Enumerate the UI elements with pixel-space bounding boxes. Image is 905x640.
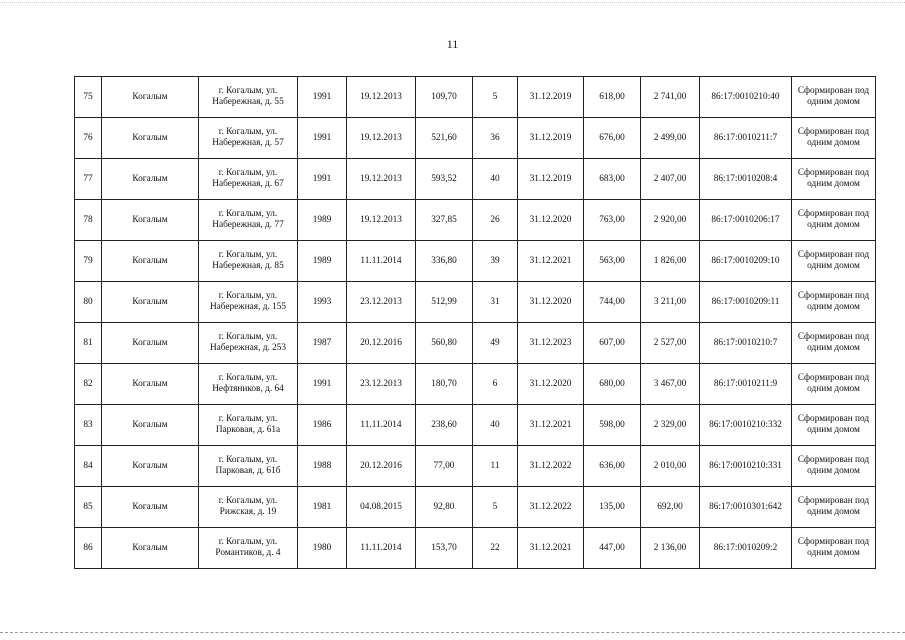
area-cell: 238,60 <box>416 405 473 446</box>
value-2-cell: 2 329,00 <box>641 405 700 446</box>
value-2-cell: 2 527,00 <box>641 323 700 364</box>
area-cell: 560,80 <box>416 323 473 364</box>
municipality-cell: Когалым <box>102 364 199 405</box>
address-line-1: г. Когалым, ул. <box>218 127 278 137</box>
value-1-cell: 135,00 <box>584 487 641 528</box>
build-year-cell: 1993 <box>298 282 347 323</box>
address-cell <box>199 77 298 118</box>
row-number-cell: 83 <box>75 405 102 446</box>
registration-date-cell: 19.12.2013 <box>347 118 416 159</box>
residents-count-cell: 40 <box>473 159 518 200</box>
deadline-date-cell: 31.12.2019 <box>518 118 584 159</box>
table-row <box>75 159 876 200</box>
deadline-date-cell: 31.12.2022 <box>518 446 584 487</box>
residents-count-cell: 6 <box>473 364 518 405</box>
land-status-cell: Сформирован под одним домом <box>792 118 876 159</box>
land-status-cell: Сформирован под одним домом <box>792 364 876 405</box>
deadline-date-cell: 31.12.2019 <box>518 77 584 118</box>
table-row <box>75 241 876 282</box>
address-line-2: Парковая, д. 61б <box>215 466 281 476</box>
land-status-cell: Сформирован под одним домом <box>792 159 876 200</box>
address-line-2: Набережная, д. 55 <box>212 97 284 107</box>
residents-count-cell: 5 <box>473 487 518 528</box>
municipality-cell: Когалым <box>102 487 199 528</box>
value-2-cell: 2 741,00 <box>641 77 700 118</box>
row-number-cell: 85 <box>75 487 102 528</box>
build-year-cell: 1988 <box>298 446 347 487</box>
value-2-cell: 2 407,00 <box>641 159 700 200</box>
row-number-cell: 80 <box>75 282 102 323</box>
value-2-cell: 1 826,00 <box>641 241 700 282</box>
address-line-2: Набережная, д. 253 <box>209 343 287 353</box>
address-line-1: г. Когалым, ул. <box>218 250 278 260</box>
table-row <box>75 282 876 323</box>
table-row <box>75 200 876 241</box>
area-cell: 512,99 <box>416 282 473 323</box>
area-cell: 153,70 <box>416 528 473 569</box>
address-line-1: г. Когалым, ул. <box>218 373 278 383</box>
municipality-cell: Когалым <box>102 528 199 569</box>
build-year-cell: 1991 <box>298 159 347 200</box>
address-line-1: г. Когалым, ул. <box>218 537 278 547</box>
value-1-cell: 763,00 <box>584 200 641 241</box>
deadline-date-cell: 31.12.2021 <box>518 241 584 282</box>
cadastral-number-cell: 86:17:0010211:7 <box>700 118 792 159</box>
cadastral-number-cell: 86:17:0010208:4 <box>700 159 792 200</box>
address-line-2: Набережная, д. 67 <box>212 179 284 189</box>
table-row <box>75 405 876 446</box>
registration-date-cell: 11.11.2014 <box>347 241 416 282</box>
address-cell <box>199 241 298 282</box>
cadastral-number-cell: 86:17:0010209:11 <box>700 282 792 323</box>
area-cell: 77,00 <box>416 446 473 487</box>
registration-date-cell: 20.12.2016 <box>347 323 416 364</box>
cadastral-number-cell: 86:17:0010210:332 <box>700 405 792 446</box>
address-line-1: г. Когалым, ул. <box>218 86 278 96</box>
residents-count-cell: 40 <box>473 405 518 446</box>
area-cell: 327,85 <box>416 200 473 241</box>
row-number-cell: 75 <box>75 77 102 118</box>
residents-count-cell: 31 <box>473 282 518 323</box>
value-1-cell: 447,00 <box>584 528 641 569</box>
build-year-cell: 1986 <box>298 405 347 446</box>
land-status-cell: Сформирован под одним домом <box>792 323 876 364</box>
register-table <box>74 76 876 569</box>
build-year-cell: 1980 <box>298 528 347 569</box>
area-cell: 92,80 <box>416 487 473 528</box>
address-line-1: г. Когалым, ул. <box>218 332 278 342</box>
address-line-1: г. Когалым, ул. <box>218 414 278 424</box>
address-cell <box>199 200 298 241</box>
land-status-cell: Сформирован под одним домом <box>792 446 876 487</box>
address-line-2: Парковая, д. 61а <box>215 425 281 435</box>
cadastral-number-cell: 86:17:0010301:642 <box>700 487 792 528</box>
address-cell <box>199 282 298 323</box>
address-line-2: Набережная, д. 155 <box>209 302 287 312</box>
residents-count-cell: 39 <box>473 241 518 282</box>
row-number-cell: 76 <box>75 118 102 159</box>
municipality-cell: Когалым <box>102 159 199 200</box>
municipality-cell: Когалым <box>102 323 199 364</box>
municipality-cell: Когалым <box>102 200 199 241</box>
row-number-cell: 79 <box>75 241 102 282</box>
table-row <box>75 323 876 364</box>
address-cell <box>199 118 298 159</box>
address-line-2: Нефтяников, д. 64 <box>212 384 284 394</box>
municipality-cell: Когалым <box>102 77 199 118</box>
address-cell <box>199 159 298 200</box>
address-line-2: Романтиков, д. 4 <box>215 548 281 558</box>
land-status-cell: Сформирован под одним домом <box>792 77 876 118</box>
value-2-cell: 2 920,00 <box>641 200 700 241</box>
table-row <box>75 118 876 159</box>
row-number-cell: 77 <box>75 159 102 200</box>
address-line-1: г. Когалым, ул. <box>218 455 278 465</box>
registration-date-cell: 19.12.2013 <box>347 159 416 200</box>
area-cell: 521,60 <box>416 118 473 159</box>
deadline-date-cell: 31.12.2019 <box>518 159 584 200</box>
address-line-1: г. Когалым, ул. <box>218 496 278 506</box>
municipality-cell: Когалым <box>102 241 199 282</box>
land-status-cell: Сформирован под одним домом <box>792 528 876 569</box>
deadline-date-cell: 31.12.2021 <box>518 528 584 569</box>
build-year-cell: 1987 <box>298 323 347 364</box>
value-1-cell: 563,00 <box>584 241 641 282</box>
cadastral-number-cell: 86:17:0010209:10 <box>700 241 792 282</box>
row-number-cell: 86 <box>75 528 102 569</box>
row-number-cell: 82 <box>75 364 102 405</box>
register-table-body <box>75 77 876 569</box>
residents-count-cell: 26 <box>473 200 518 241</box>
address-line-1: г. Когалым, ул. <box>218 291 278 301</box>
scan-bottom-edge <box>0 632 905 634</box>
value-1-cell: 683,00 <box>584 159 641 200</box>
build-year-cell: 1991 <box>298 118 347 159</box>
deadline-date-cell: 31.12.2020 <box>518 282 584 323</box>
area-cell: 336,80 <box>416 241 473 282</box>
build-year-cell: 1991 <box>298 77 347 118</box>
table-row <box>75 77 876 118</box>
municipality-cell: Когалым <box>102 282 199 323</box>
address-cell <box>199 446 298 487</box>
deadline-date-cell: 31.12.2023 <box>518 323 584 364</box>
cadastral-number-cell: 86:17:0010211:9 <box>700 364 792 405</box>
area-cell: 180,70 <box>416 364 473 405</box>
table-row <box>75 446 876 487</box>
municipality-cell: Когалым <box>102 405 199 446</box>
address-cell <box>199 364 298 405</box>
cadastral-number-cell: 86:17:0010209:2 <box>700 528 792 569</box>
row-number-cell: 78 <box>75 200 102 241</box>
table-row <box>75 528 876 569</box>
land-status-cell: Сформирован под одним домом <box>792 282 876 323</box>
value-1-cell: 744,00 <box>584 282 641 323</box>
residents-count-cell: 49 <box>473 323 518 364</box>
registration-date-cell: 23.12.2013 <box>347 282 416 323</box>
build-year-cell: 1989 <box>298 200 347 241</box>
scan-top-edge <box>0 2 905 4</box>
row-number-cell: 84 <box>75 446 102 487</box>
area-cell: 593,52 <box>416 159 473 200</box>
value-2-cell: 3 211,00 <box>641 282 700 323</box>
cadastral-number-cell: 86:17:0010210:7 <box>700 323 792 364</box>
registration-date-cell: 11.11.2014 <box>347 405 416 446</box>
value-1-cell: 636,00 <box>584 446 641 487</box>
municipality-cell: Когалым <box>102 118 199 159</box>
build-year-cell: 1991 <box>298 364 347 405</box>
page-number: 11 <box>446 37 459 51</box>
address-cell <box>199 487 298 528</box>
residents-count-cell: 22 <box>473 528 518 569</box>
registration-date-cell: 19.12.2013 <box>347 77 416 118</box>
registration-date-cell: 23.12.2013 <box>347 364 416 405</box>
value-2-cell: 2 010,00 <box>641 446 700 487</box>
deadline-date-cell: 31.12.2020 <box>518 200 584 241</box>
value-2-cell: 2 136,00 <box>641 528 700 569</box>
table-row <box>75 487 876 528</box>
land-status-cell: Сформирован под одним домом <box>792 487 876 528</box>
residents-count-cell: 5 <box>473 77 518 118</box>
residents-count-cell: 36 <box>473 118 518 159</box>
value-1-cell: 676,00 <box>584 118 641 159</box>
residents-count-cell: 11 <box>473 446 518 487</box>
build-year-cell: 1989 <box>298 241 347 282</box>
address-cell <box>199 528 298 569</box>
row-number-cell: 81 <box>75 323 102 364</box>
area-cell: 109,70 <box>416 77 473 118</box>
land-status-cell: Сформирован под одним домом <box>792 241 876 282</box>
registration-date-cell: 11.11.2014 <box>347 528 416 569</box>
value-1-cell: 618,00 <box>584 77 641 118</box>
address-line-1: г. Когалым, ул. <box>218 168 278 178</box>
build-year-cell: 1981 <box>298 487 347 528</box>
deadline-date-cell: 31.12.2021 <box>518 405 584 446</box>
cadastral-number-cell: 86:17:0010206:17 <box>700 200 792 241</box>
deadline-date-cell: 31.12.2020 <box>518 364 584 405</box>
value-2-cell: 692,00 <box>641 487 700 528</box>
address-line-1: г. Когалым, ул. <box>218 209 278 219</box>
value-1-cell: 680,00 <box>584 364 641 405</box>
land-status-cell: Сформирован под одним домом <box>792 405 876 446</box>
registration-date-cell: 19.12.2013 <box>347 200 416 241</box>
address-line-2: Рижская, д. 19 <box>219 507 277 517</box>
table-row <box>75 364 876 405</box>
deadline-date-cell: 31.12.2022 <box>518 487 584 528</box>
value-2-cell: 2 499,00 <box>641 118 700 159</box>
municipality-cell: Когалым <box>102 446 199 487</box>
value-1-cell: 598,00 <box>584 405 641 446</box>
value-1-cell: 607,00 <box>584 323 641 364</box>
address-line-2: Набережная, д. 85 <box>212 261 284 271</box>
cadastral-number-cell: 86:17:0010210:40 <box>700 77 792 118</box>
address-line-2: Набережная, д. 57 <box>212 138 284 148</box>
address-line-2: Набережная, д. 77 <box>212 220 284 230</box>
registration-date-cell: 20.12.2016 <box>347 446 416 487</box>
address-cell <box>199 405 298 446</box>
registration-date-cell: 04.08.2015 <box>347 487 416 528</box>
land-status-cell: Сформирован под одним домом <box>792 200 876 241</box>
cadastral-number-cell: 86:17:0010210:331 <box>700 446 792 487</box>
value-2-cell: 3 467,00 <box>641 364 700 405</box>
address-cell <box>199 323 298 364</box>
